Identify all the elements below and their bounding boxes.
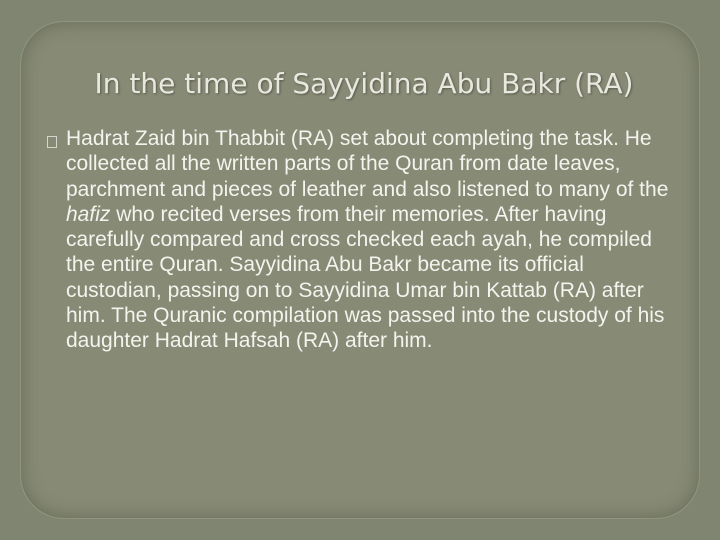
body-text-part-1: Hadrat Zaid bin Thabbit (RA) set about completing the task. He collected all the written parts of the Quran from date leaves, parchment and pieces of leather and also listened to many of the [66, 127, 669, 201]
body-text-part-2: who recited verses from their memories. After having carefully compared and cross checked each ayah, he compiled the entire Quran. Sayyidina Abu Bakr became its official custodian, passing on to Sayyidina Umar bin Kattab (RA) after him. The Quranic compilation was passed into the custody of his daughter Hadrat Hafsah (RA) after him. [66, 202, 665, 353]
body-paragraph [66, 126, 676, 354]
square-bullet-icon [47, 136, 57, 148]
slide-title: In the time of Sayyidina Abu Bakr (RA) [94, 67, 634, 100]
emphasis-hafiz: hafiz [66, 202, 111, 226]
